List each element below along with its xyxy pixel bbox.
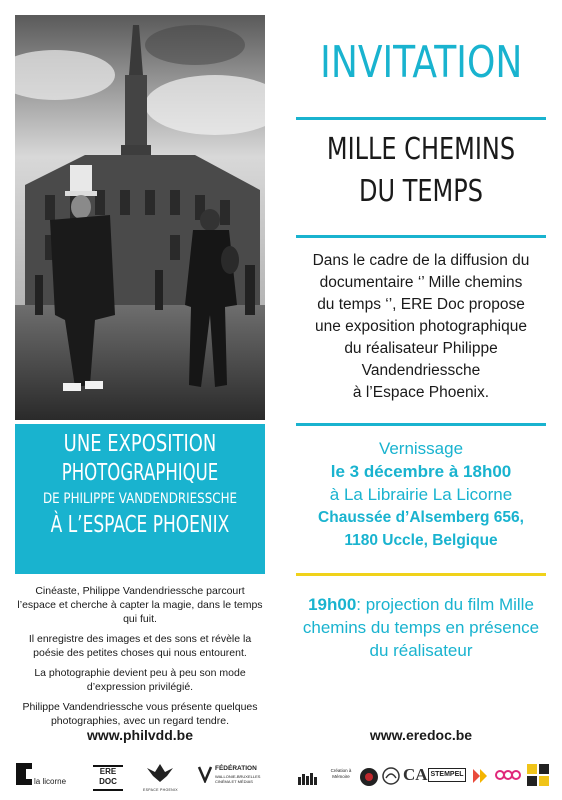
film-title xyxy=(296,129,546,213)
vernissage-venue: à La Librairie La Licorne xyxy=(329,485,513,504)
description-p2: Il enregistre des images et des sons et révèle la poésie des petites choses qui nous entourent. xyxy=(28,633,252,659)
exposition-box xyxy=(15,424,265,574)
description-p3: La photographie devient peu à peu son mode d’expression privilégié. xyxy=(34,667,246,693)
eredoc-link[interactable]: www.eredoc.be xyxy=(369,727,473,743)
projection-desc: : projection du film Mille chemins du temps en présence du réalisateur xyxy=(302,595,540,660)
vernissage-rule xyxy=(296,573,546,576)
description xyxy=(15,584,265,734)
description-p1: Cinéaste, Philippe Vandendriessche parcourt l’espace et cherche à capter la magie, dans le temps qui fuit. xyxy=(17,585,263,625)
sponsor-strip-logo xyxy=(298,770,320,784)
vernissage-city: 1180 Uccle, Belgique xyxy=(344,532,498,549)
ca-logo: CA xyxy=(403,765,428,784)
title-rule xyxy=(296,117,546,120)
philvdd-link[interactable]: www.philvdd.be xyxy=(86,727,194,743)
stempel-logo: STEMPEL xyxy=(428,768,466,782)
exposition-line2: PHOTOGRAPHIQUE xyxy=(61,460,219,486)
vernissage-label: Vernissage xyxy=(378,439,464,458)
subtitle-rule xyxy=(296,235,546,238)
vernissage-block xyxy=(296,437,546,552)
film-title-line2: DU TEMPS xyxy=(359,174,483,209)
round-logo xyxy=(360,768,378,786)
vernissage-street: Chaussée d’Alsemberg 656, xyxy=(318,509,524,526)
exposition-line1: UNE EXPOSITION xyxy=(63,431,217,457)
invitation-title: INVITATION xyxy=(319,37,523,88)
eredoc-logo: ERE DOC xyxy=(93,765,123,791)
projection-text xyxy=(296,593,546,662)
exposition-line4: À L’ESPACE PHOENIX xyxy=(50,512,230,538)
intro-rule xyxy=(296,423,546,426)
description-p4: Philippe Vandendriessche vous présente quelques photographies, avec un regard tendre. xyxy=(22,701,258,727)
intro-text: Dans le cadre de la diffusion du documentaire ‘’ Mille chemins du temps ‘’, ERE Doc propose une exposition photographique du réalisateur Philippe Vandendriessche à l’Espace Phoenix. xyxy=(312,252,530,401)
colored-b-logo xyxy=(470,766,490,786)
grid-logo xyxy=(527,764,549,786)
federation-logo: FÉDÉRATION WALLONIE-BRUXELLES CINÉMA ET MÉDIAS xyxy=(197,765,267,791)
projection-time: 19h00 xyxy=(308,595,357,614)
film-title-line1: MILLE CHEMINS xyxy=(326,132,516,167)
phoenix-logo: ESPACE PHOENIX xyxy=(143,762,177,792)
exposition-line3: DE PHILIPPE VANDENDRIESSCHE xyxy=(42,491,238,507)
bird-logo xyxy=(381,766,401,786)
licorne-logo: la licorne xyxy=(16,763,76,789)
pink-loops-logo xyxy=(495,766,521,784)
hero-photo xyxy=(15,15,265,420)
vernissage-date: le 3 décembre à 18h00 xyxy=(330,462,512,481)
creation-logo: Création à Mémoire xyxy=(330,768,352,779)
